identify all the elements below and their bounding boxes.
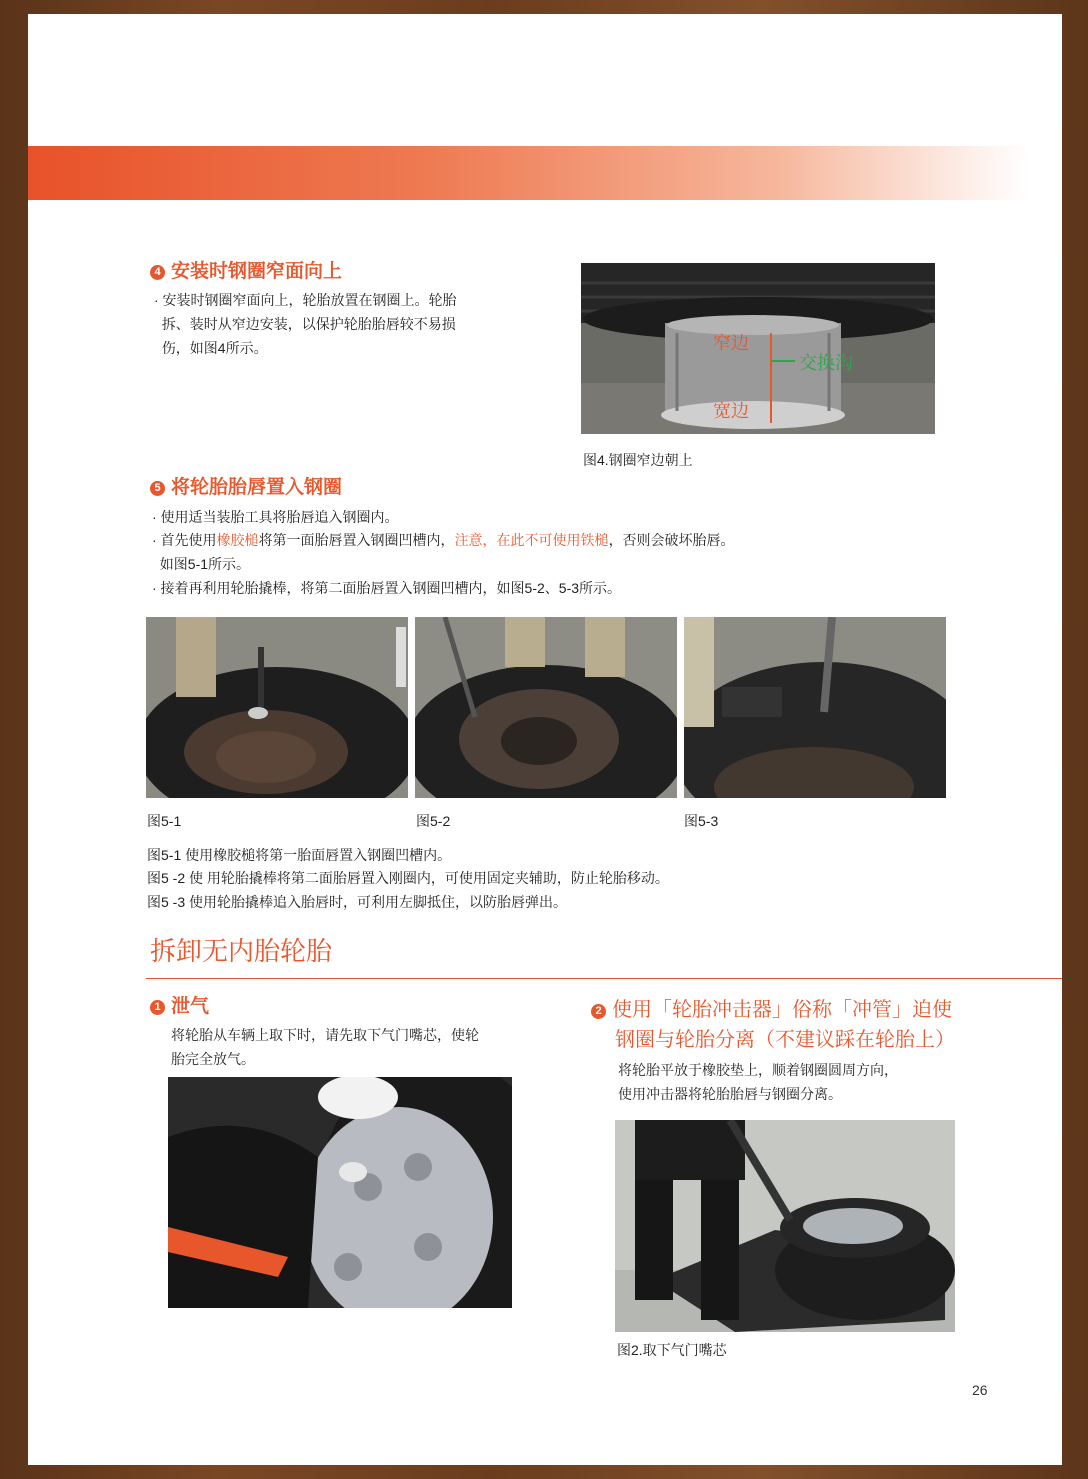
figure-4-photo [581, 263, 935, 434]
deflate-photo [168, 1077, 512, 1308]
figure-5-1-caption: 图5-1 [147, 813, 182, 829]
step5-bullet1: · 使用适当装胎工具将胎唇追入钢圈内。 [152, 509, 399, 525]
figure-5-3-photo [684, 617, 946, 798]
deflate-title: 泄气 [171, 996, 210, 1017]
step5-bullet2-cont: 如图5-1所示。 [152, 556, 251, 572]
bullet2-warning: 注意，在此不可使用铁槌 [454, 532, 609, 548]
step5-bullet3: · 接着再利用轮胎撬棒，将第二面胎唇置入钢圈凹槽内，如图5-2、5-3所示。 [152, 580, 622, 596]
bead-break-title-line1: 使用「轮胎冲击器」俗称「冲管」迫使 [612, 999, 952, 1021]
bullet2-text-b: 将第一面胎唇置入钢圈凹槽内， [258, 532, 455, 548]
step4-number: 4 [150, 265, 165, 280]
section-divider [146, 978, 1062, 979]
figure-5-note-2: 图5 -2 使 用轮胎撬棒将第二面胎唇置入刚圈内，可使用固定夹辅助，防止轮胎移动。 [147, 870, 669, 886]
deflate-heading [150, 995, 209, 1019]
figure-5-note-3: 图5 -3 使用轮胎撬棒追入胎唇时，可利用左脚抵住，以防胎唇弹出。 [147, 894, 568, 910]
bullet2-text-c: ，否则会破坏胎唇。 [608, 532, 735, 548]
deflate-body: 将轮胎从车辆上取下时，请先取下气门嘴芯，使轮 胎完全放气。 [171, 1027, 479, 1067]
label-groove: 交换沟 [799, 353, 853, 374]
deflate-number: 1 [150, 1000, 165, 1015]
bead-break-title-line2: 钢圈与轮胎分离（不建议踩在轮胎上） [615, 1029, 955, 1051]
label-wide: 宽边 [713, 401, 749, 422]
bead-break-heading [591, 995, 955, 1055]
step4-title: 安装时钢圈窄面向上 [171, 261, 343, 282]
figure-5-3-caption: 图5-3 [684, 813, 719, 829]
step5-number: 5 [150, 481, 165, 496]
label-narrow: 窄边 [713, 333, 749, 354]
manual-page [28, 14, 1062, 1465]
figure-5-note-1: 图5-1 使用橡胶槌将第一胎面唇置入钢圈凹槽内。 [147, 847, 452, 863]
section-title: 拆卸无内胎轮胎 [150, 936, 333, 966]
step4-heading [150, 260, 342, 284]
bead-break-photo [615, 1120, 955, 1332]
bullet2-highlight-mallet: 橡胶槌 [216, 532, 259, 548]
bead-break-number: 2 [591, 1004, 606, 1019]
header-band [28, 146, 1028, 200]
step5-heading [150, 476, 342, 500]
bullet2-text-a: · 首先使用 [152, 532, 217, 548]
step4-body: · 安装时钢圈窄面向上，轮胎放置在钢圈上。轮胎 拆、装时从窄边安装，以保护轮胎胎唇较不易损 伤，如图4所示。 [154, 292, 457, 356]
figure-4-caption: 图4.钢圈窄边朝上 [583, 452, 693, 468]
bead-break-body: 将轮胎平放于橡胶垫上，顺着钢圈圆周方向， 使用冲击器将轮胎胎唇与钢圈分离。 [618, 1062, 898, 1102]
figure-5-2-caption: 图5-2 [416, 813, 451, 829]
step5-title: 将轮胎胎唇置入钢圈 [171, 477, 343, 498]
figure-5-1-photo [146, 617, 408, 798]
figure-5-2-photo [415, 617, 677, 798]
step5-bullet2 [152, 528, 735, 552]
bead-break-caption: 图2.取下气门嘴芯 [617, 1342, 727, 1358]
page-number: 26 [972, 1382, 988, 1398]
